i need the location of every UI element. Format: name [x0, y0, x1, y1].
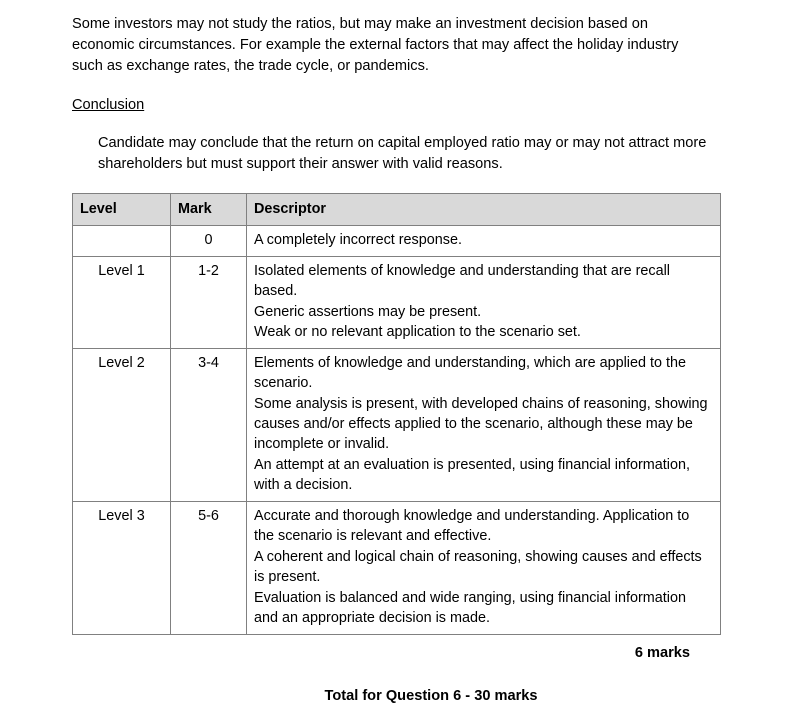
cell-descriptor	[247, 256, 721, 348]
table-row	[73, 226, 721, 256]
descriptor-line: Evaluation is balanced and wide ranging, using financial information and an appropriate decision is made.	[254, 589, 686, 627]
cell-level: Level 1	[73, 256, 171, 348]
descriptor-line: Accurate and thorough knowledge and understanding. Application to the scenario is relevant and effective.	[254, 507, 690, 545]
descriptor-line: Isolated elements of knowledge and understanding that are recall based.	[254, 262, 671, 300]
cell-descriptor	[247, 501, 721, 634]
cell-mark: 3-4	[171, 348, 247, 501]
cell-descriptor	[247, 348, 721, 501]
descriptor-line: Weak or no relevant application to the scenario set.	[254, 324, 581, 341]
conclusion-heading: Conclusion	[72, 97, 145, 114]
marking-rubric-table	[72, 193, 721, 635]
descriptor-line: A completely incorrect response.	[254, 232, 462, 249]
descriptor-line: Some analysis is present, with developed chains of reasoning, showing causes and/or effects applied to the scenario, although these may be incomplete or invalid.	[254, 395, 708, 453]
cell-level: Level 3	[73, 501, 171, 634]
column-header-descriptor: Descriptor	[247, 193, 721, 225]
table-header	[73, 193, 721, 225]
column-header-mark: Mark	[171, 193, 247, 225]
intro-paragraph: Some investors may not study the ratios, but may make an investment decision based on economic circumstances. For example the external factors that may affect the holiday industry such as exchange rates, the trade cycle, or pandemics.	[72, 16, 679, 75]
cell-mark: 5-6	[171, 501, 247, 634]
cell-mark: 1-2	[171, 256, 247, 348]
table-row	[73, 501, 721, 634]
conclusion-paragraph: Candidate may conclude that the return on capital employed ratio may or may not attract more shareholders but must support their answer with valid reasons.	[98, 134, 707, 172]
marks-label: 6 marks	[634, 644, 690, 661]
cell-level	[73, 226, 171, 256]
column-header-level: Level	[73, 193, 171, 225]
cell-level: Level 2	[73, 348, 171, 501]
conclusion-heading-wrap	[72, 95, 732, 132]
table-row	[73, 348, 721, 501]
table-header-row	[73, 193, 721, 225]
descriptor-line: A coherent and logical chain of reasoning, showing causes and effects is present.	[254, 548, 702, 586]
descriptor-line: Generic assertions may be present.	[254, 303, 482, 320]
total-marks-label: Total for Question 6 - 30 marks	[324, 687, 538, 704]
table-body	[73, 226, 721, 634]
descriptor-line: Elements of knowledge and understanding, which are applied to the scenario.	[254, 354, 687, 392]
table-row	[73, 256, 721, 348]
cell-descriptor	[247, 226, 721, 256]
descriptor-line: An attempt at an evaluation is presented, using financial information, with a decision.	[254, 456, 690, 494]
cell-mark: 0	[171, 226, 247, 256]
